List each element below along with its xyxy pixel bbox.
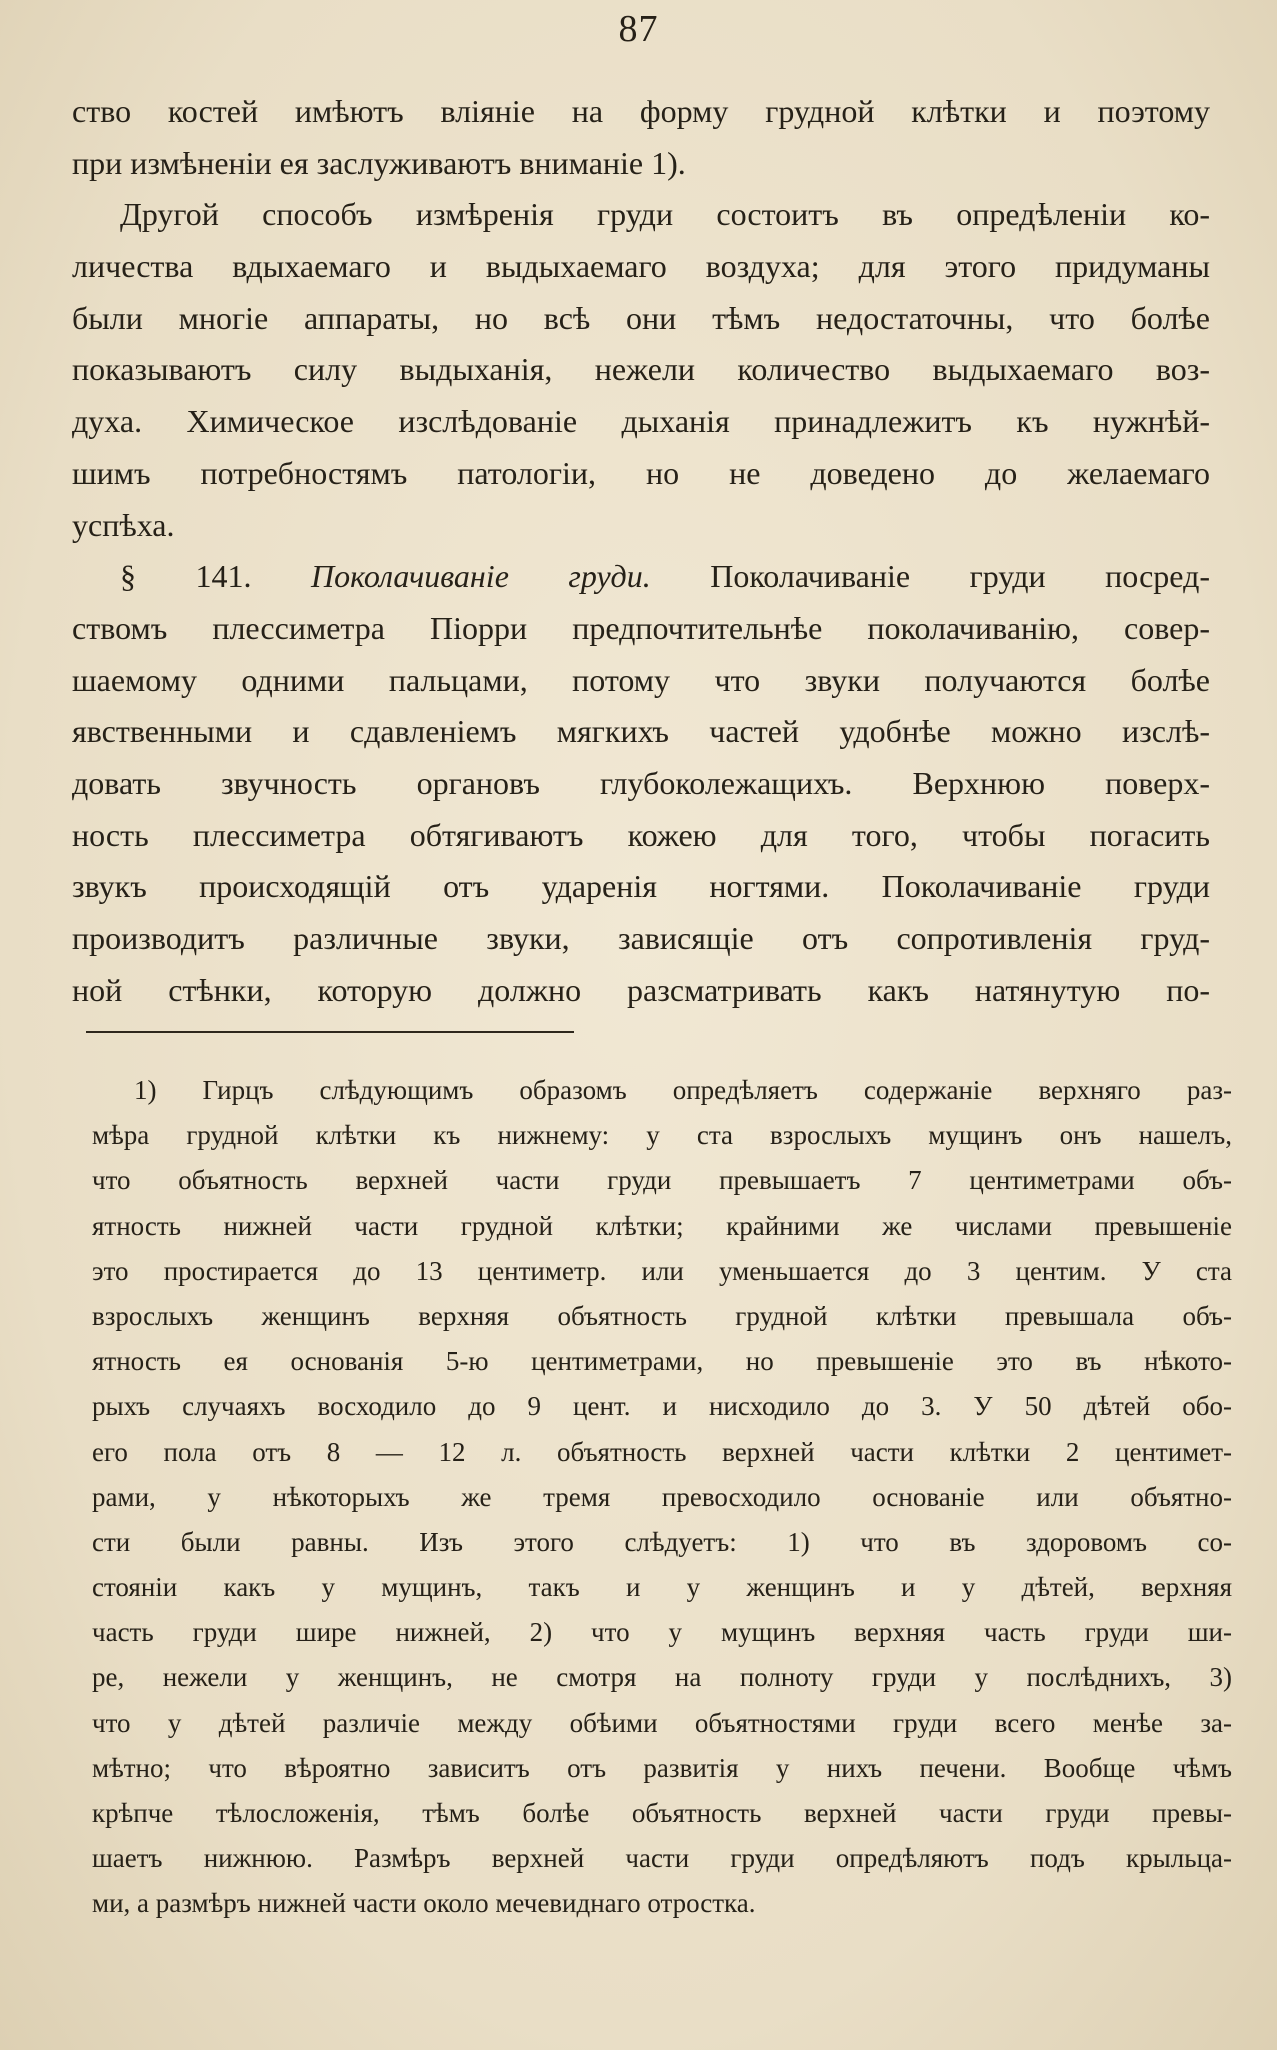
footnote-line: его пола отъ 8 — 12 л. объятность верхней части клѣтки 2 центимет- [92, 1436, 1232, 1467]
text-line: были многіе аппараты, но всѣ они тѣмъ недостаточны, что болѣе [72, 299, 1210, 336]
text-line: звукъ происходящій отъ ударенія ногтями. Поколачиваніе груди [72, 868, 1210, 905]
footnote-line: стояніи какъ у мущинъ, такъ и у женщинъ и у дѣтей, верхняя [92, 1572, 1232, 1603]
section-first-line [72, 551, 1210, 603]
text-line: духа. Химическое изслѣдованіе дыханія принадлежитъ къ нужнѣй- [72, 403, 1210, 440]
footnote-line: 1) Гирцъ слѣдующимъ образомъ опредѣляетъ содержаніе верхняго раз- [134, 1075, 1232, 1105]
footnote [92, 1068, 1232, 1927]
footnote-line: ятность ея основанія 5-ю центиметрами, но превышеніе это въ нѣкото- [92, 1346, 1232, 1377]
footnote-line: мѣтно; что вѣроятно зависитъ отъ развитія у нихъ печени. Вообще чѣмъ [92, 1752, 1232, 1783]
section-text-start: Поколачиваніе груди посред- [710, 558, 1210, 595]
footnote-line: ятность нижней части грудной клѣтки; крайними же числами превышеніе [92, 1210, 1232, 1241]
text-line: личества вдыхаемаго и выдыхаемаго воздуха; для этого придуманы [72, 248, 1210, 285]
text-line: явственными и сдавленіемъ мягкихъ частей удобнѣе можно изслѣ- [72, 713, 1210, 750]
footnote-line: шаетъ нижнюю. Размѣръ верхней части груди опредѣляютъ подъ крыльца- [92, 1843, 1232, 1874]
text-line: ной стѣнки, которую должно разсматривать какъ натянутую по- [72, 971, 1210, 1008]
text-line: успѣха. [72, 506, 175, 543]
footnote-line: ми, а размѣръ нижней части около мечевиднаго отростка. [92, 1888, 756, 1919]
page-number: 87 [618, 8, 659, 50]
text-line: при измѣненіи ея заслуживаютъ вниманіе 1). [72, 144, 686, 181]
footnote-line: мѣра грудной клѣтки къ нижнему: у ста взрослыхъ мущинъ онъ нашелъ, [92, 1120, 1232, 1151]
footnote-line: сти были равны. Изъ этого слѣдуетъ: 1) что въ здоровомъ со- [92, 1526, 1232, 1557]
text-line: показываютъ силу выдыханія, нежели количество выдыхаемаго воз- [72, 351, 1210, 388]
footnote-line: что объятность верхней части груди превышаетъ 7 центиметрами объ- [92, 1165, 1232, 1196]
text-line: ствомъ плессиметра Піорри предпочтительнѣе поколачиванію, совер- [72, 609, 1210, 646]
text-line: довать звучность органовъ глубоколежащихъ. Верхнюю поверх- [72, 764, 1210, 801]
text-line: шаемому одними пальцами, потому что звуки получаются болѣе [72, 661, 1210, 698]
main-text [72, 86, 1210, 1016]
footnote-line: рами, у нѣкоторыхъ же тремя превосходило основаніе или объятно- [92, 1481, 1232, 1512]
footnote-line: взрослыхъ женщинъ верхняя объятность грудной клѣтки превышала объ- [92, 1300, 1232, 1331]
section-title: Поколачиваніе груди. [311, 558, 651, 595]
text-line: ство костей имѣютъ вліяніе на форму грудной клѣтки и поэтому [72, 93, 1210, 129]
footnote-line: это простирается до 13 центиметр. или уменьшается до 3 центим. У ста [92, 1255, 1232, 1286]
footnote-line: рыхъ случаяхъ восходило до 9 цент. и нисходило до 3. У 50 дѣтей обо- [92, 1391, 1232, 1422]
footnote-line: часть груди шире нижней, 2) что у мущинъ верхняя часть груди ши- [92, 1617, 1232, 1648]
footnote-line: крѣпче тѣлосложенія, тѣмъ болѣе объятность верхней части груди превы- [92, 1798, 1232, 1828]
footnote-line: что у дѣтей различіе между обѣими объятностями груди всего менѣе за- [92, 1707, 1232, 1738]
footnote-divider [86, 1031, 574, 1033]
text-line: шимъ потребностямъ патологіи, но не доведено до желаемаго [72, 454, 1210, 491]
text-line: Другой способъ измѣренія груди состоитъ въ опредѣленіи ко- [120, 196, 1210, 233]
text-line: ность плессиметра обтягиваютъ кожею для того, чтобы погасить [72, 816, 1210, 853]
section-number: § 141. [120, 558, 252, 595]
text-line: производитъ различные звуки, зависящіе отъ сопротивленія груд- [72, 920, 1210, 956]
footnote-line: ре, нежели у женщинъ, не смотря на полноту груди у послѣднихъ, 3) [92, 1662, 1232, 1693]
